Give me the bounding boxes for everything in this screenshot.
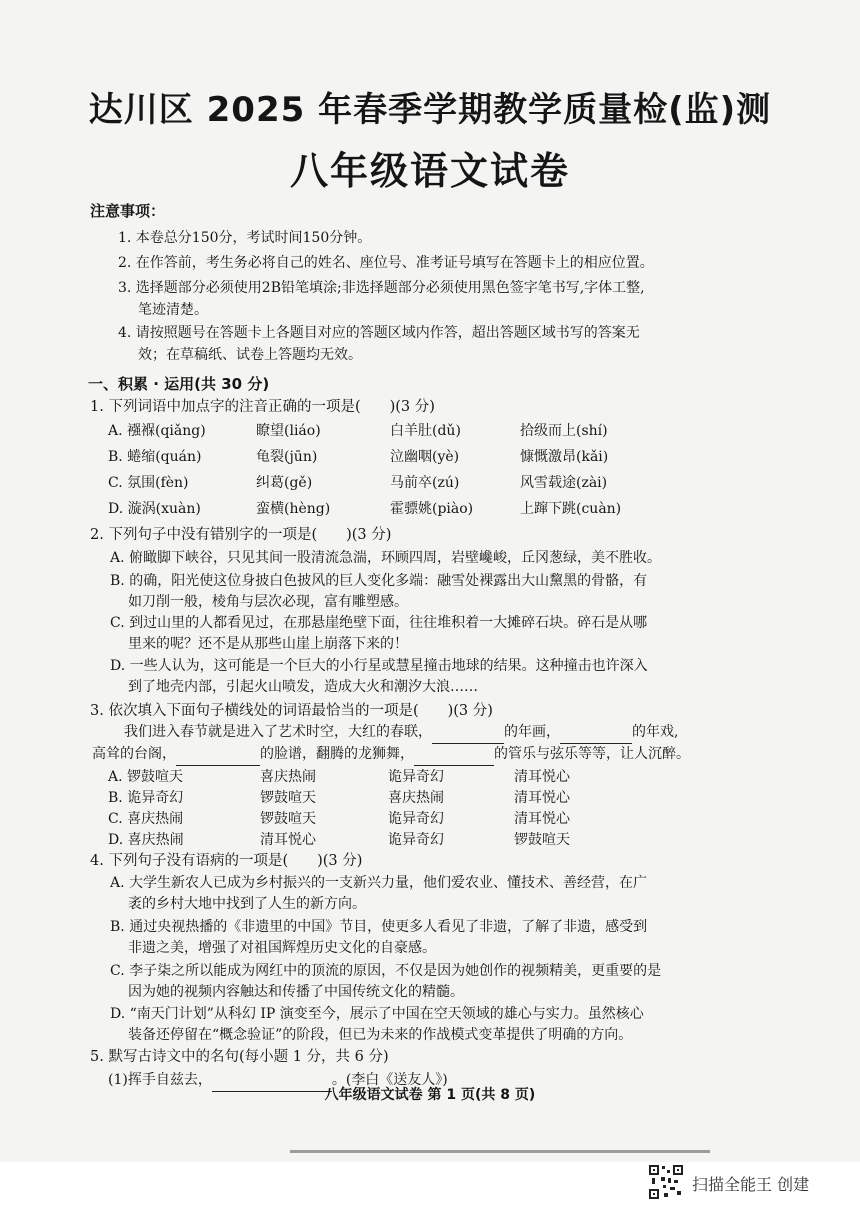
q3-cell: 喜庆热闹 [388,790,444,806]
q3-cell: 喜庆热闹 [260,769,316,785]
q1-option-row [108,498,748,520]
q3-cell: 锣鼓喧天 [260,790,316,806]
q2-line: A. 俯瞰脚下峡谷，只见其间一股清流急湍，环顾四周，岩壁巉峻，丘冈葱绿，美不胜收。 [110,550,662,566]
q3-cell: 诡异奇幻 [388,832,444,848]
q3-passage-line [92,744,772,766]
q3-option-row [108,808,748,830]
page-footer: 八年级语文试卷 第 1 页(共 8 页) [324,1087,536,1103]
q1-option-row [108,446,748,468]
qr-code-icon [648,1164,684,1200]
answer-blank[interactable] [432,722,504,744]
question-5-stem: 5. 默写古诗文中的名句(每小题 1 分，共 6 分) [90,1049,389,1065]
q3-cell: C. 喜庆热闹 [108,811,184,827]
q2-line: 如刀削一般，棱角与层次必现，富有雕塑感。 [128,594,408,610]
section-heading: 一、积累 · 运用(共 30 分) [88,375,270,393]
q1-cell: A. 襁褓(qiǎng) [108,423,206,439]
notice-item: 3. 选择题部分必须使用2B铅笔填涂;非选择题部分必须使用黑色签字笔书写,字体工整, [118,280,645,296]
q1-cell: D. 漩涡(xuàn) [108,501,201,517]
q4-line: 装备还停留在“概念验证”的阶段，但已为未来的作战模式变革提供了明确的方向。 [128,1027,633,1043]
question-4-stem: 4. 下列句子没有语病的一项是( )(3 分) [90,853,363,869]
q3-passage-line [124,722,784,744]
q2-line: 里来的呢？还不是从那些山崖上崩落下来的！ [128,636,408,652]
q3-option-row [108,766,748,788]
q1-option-row [108,420,748,442]
q1-cell: 泣幽咽(yè) [390,449,460,465]
q1-cell: B. 蜷缩(quán) [108,449,202,465]
q3-text: 的管乐与弦乐等等，让人沉醉。 [494,746,690,762]
q3-cell: 锣鼓喧天 [514,832,570,848]
q3-text: 的脸谱，翻腾的龙狮舞， [260,746,414,762]
q2-line: D. 一些人认为，这可能是一个巨大的小行星或慧星撞击地球的结果。这种撞击也许深入 [110,658,648,674]
q4-line: C. 李子柒之所以能成为网红中的顶流的原因，不仅是因为她创作的视频精美，更重要的是 [110,963,662,979]
notice-item: 1. 本卷总分150分，考试时间150分钟。 [118,230,372,246]
answer-blank[interactable] [176,744,260,766]
q1-cell: 纠葛(gě) [256,475,313,491]
q1-cell: 霍骠姚(piào) [390,501,474,517]
q4-line: 袤的乡村大地中找到了人生的新方向。 [128,896,366,912]
q5-text: (1)挥手自兹去， [108,1072,212,1088]
q3-option-row [108,829,748,851]
q2-line: C. 到过山里的人都看见过，在那悬崖绝壁下面，往往堆积着一大摊碎石块。碎石是从哪 [110,615,648,631]
q2-line: B. 的确，阳光使这位身披白色披风的巨人变化多端：融雪处裸露出大山黧黑的骨骼，有 [110,573,648,589]
notice-item: 4. 请按照题号在答题卡上各题目对应的答题区域内作答，超出答题区域书写的答案无 [118,325,640,341]
notice-item: 笔迹清楚。 [138,302,208,318]
q1-cell: 马前卒(zú) [390,475,460,491]
q3-cell: 清耳悦心 [260,832,316,848]
q3-cell: A. 锣鼓喧天 [108,769,184,785]
q4-line: D. “南天门计划”从科幻 IP 演变至今，展示了中国在空天领域的雄心与实力。虽然核心 [110,1006,644,1022]
exam-title: 达川区 2025 年春季学期教学质量检(监)测 [88,90,772,130]
q3-cell: 锣鼓喧天 [260,811,316,827]
q3-cell: 清耳悦心 [514,769,570,785]
q4-line: B. 通过央视热播的《非遗里的中国》节目，使更多人看见了非遗，了解了非遗，感受到 [110,919,648,935]
q3-cell: D. 喜庆热闹 [108,832,184,848]
q1-cell: 风雪载途(zài) [520,475,608,491]
notice-heading: 注意事项： [90,202,166,220]
question-2-stem: 2. 下列句子中没有错别字的一项是( )(3 分) [90,527,392,543]
q3-text: 我们进入春节就是进入了艺术时空，大红的春联， [124,724,432,740]
notice-item: 2. 在作答前，考生务必将自己的姓名、座位号、准考证号填写在答题卡上的相应位置。 [118,255,654,271]
q1-cell: 白羊肚(dǔ) [390,423,461,439]
q4-line: 因为她的视频内容触达和传播了中国传统文化的精髓。 [128,984,464,1000]
q4-line: 非遗之美，增强了对祖国辉煌历史文化的自豪感。 [128,940,436,956]
q1-cell: 慷慨激昂(kǎi) [520,449,609,465]
q3-cell: 清耳悦心 [514,811,570,827]
q1-cell: 上蹿下跳(cuàn) [520,501,622,517]
q1-cell: 蛮横(hèng) [256,501,331,517]
answer-blank[interactable] [560,722,632,744]
q1-option-row [108,472,748,494]
scanner-watermark-text: 扫描全能王 创建 [692,1175,810,1194]
q3-text: 的年戏, [632,724,679,740]
q3-text: 高耸的台阁， [92,746,176,762]
question-1-stem: 1. 下列词语中加点字的注音正确的一项是( )(3 分) [90,399,435,415]
q3-cell: B. 诡异奇幻 [108,790,184,806]
q1-cell: 拾级而上(shí) [520,423,608,439]
q2-line: 到了地壳内部，引起火山喷发，造成大火和潮汐大浪…… [128,679,478,695]
q1-cell: 瞭望(liáo) [256,423,321,439]
q4-line: A. 大学生新农人已成为乡村振兴的一支新兴力量，他们爱农业、懂技术、善经营，在广 [110,875,648,891]
exam-subtitle: 八年级语文试卷 [289,149,570,193]
q3-option-row [108,787,748,809]
q1-cell: C. 氛围(fèn) [108,475,189,491]
q3-cell: 诡异奇幻 [388,769,444,785]
scan-edge-line [290,1150,710,1153]
q3-cell: 诡异奇幻 [388,811,444,827]
q3-text: 的年画， [504,724,560,740]
notice-item: 效；在草稿纸、试卷上答题均无效。 [138,347,362,363]
answer-blank[interactable] [414,744,494,766]
question-3-stem: 3. 依次填入下面句子横线处的词语最恰当的一项是( )(3 分) [90,703,493,719]
q5-text: 。(李白《送友人》) [331,1072,448,1088]
q3-cell: 清耳悦心 [514,790,570,806]
q1-cell: 龟裂(jūn) [256,449,318,465]
